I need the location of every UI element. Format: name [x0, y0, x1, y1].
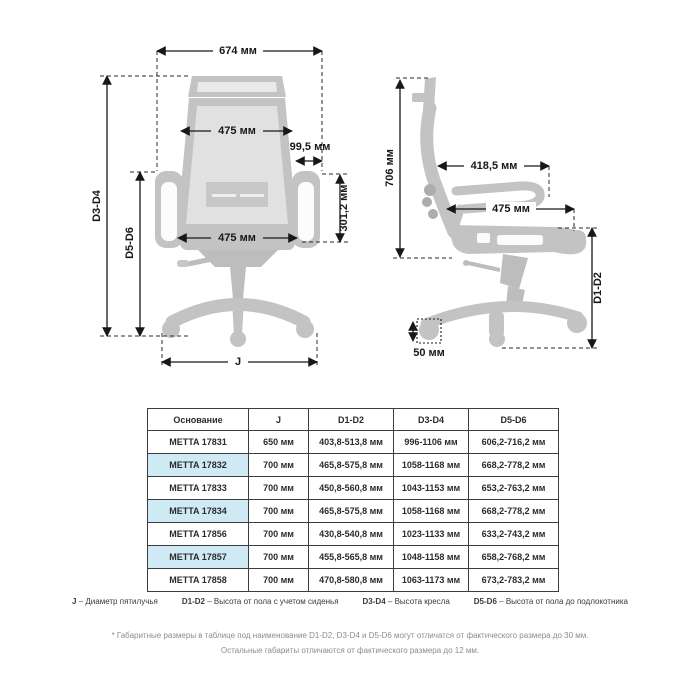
dim-backrest-width-label: 475 мм: [218, 125, 256, 137]
legend-item-d1d2: [182, 597, 339, 606]
dim-d1d2-label: D1-D2: [592, 272, 604, 304]
header-j: J: [249, 409, 309, 431]
cell-d3d4: 1048-1158 мм: [394, 546, 469, 569]
legend-item-j: [72, 597, 158, 606]
dim-d5d6-label: D5-D6: [124, 227, 136, 259]
cell-d3d4: 996-1106 мм: [394, 431, 469, 454]
footnote: [0, 628, 700, 658]
cell-j: 700 мм: [249, 569, 309, 592]
dimensions-table: [147, 408, 559, 592]
legend-definition: – Высота кресла: [387, 597, 450, 606]
cell-j: 700 мм: [249, 523, 309, 546]
cell-d5d6: 658,2-768,2 мм: [469, 546, 559, 569]
table-row: [148, 500, 559, 523]
footnote-line1: * Габаритные размеры в таблице под наименование D1-D2, D3-D4 и D5-D6 могут отличатся от фактического размера до 30 мм.: [111, 631, 589, 640]
cell-model: METTA 17858: [148, 569, 249, 592]
legend-item-d3d4: [363, 597, 450, 606]
cell-d3d4: 1043-1153 мм: [394, 477, 469, 500]
table-row: [148, 477, 559, 500]
cell-d3d4: 1058-1168 мм: [394, 500, 469, 523]
cell-d5d6: 633,2-743,2 мм: [469, 523, 559, 546]
legend-definition: – Высота от пола с учетом сиденья: [207, 597, 339, 606]
dim-armrest-depth-label: 418,5 мм: [470, 160, 518, 172]
cell-model: METTA 17833: [148, 477, 249, 500]
cell-j: 700 мм: [249, 546, 309, 569]
legend: [0, 597, 700, 606]
cell-d3d4: 1063-1173 мм: [394, 569, 469, 592]
cell-d1d2: 403,8-513,8 мм: [309, 431, 394, 454]
header-d1d2: D1-D2: [309, 409, 394, 431]
cell-d1d2: 430,8-540,8 мм: [309, 523, 394, 546]
dim-overall-width-label: 674 мм: [219, 45, 257, 57]
cell-model: METTA 17831: [148, 431, 249, 454]
legend-item-d5d6: [474, 597, 628, 606]
table-row: [148, 454, 559, 477]
header-base: Основание: [148, 409, 249, 431]
footnote-line2: Остальные габариты отличаются от фактического размера до 12 мм.: [220, 646, 480, 655]
dim-back-height-label: 706 мм: [384, 149, 396, 187]
legend-term: D3-D4: [362, 597, 386, 606]
cell-d5d6: 668,2-778,2 мм: [469, 454, 559, 477]
legend-term: D1-D2: [181, 597, 205, 606]
cell-model: METTA 17832: [148, 454, 249, 477]
table-row: [148, 569, 559, 592]
cell-d5d6: 653,2-763,2 мм: [469, 477, 559, 500]
dim-base-diameter-label: J: [234, 356, 242, 368]
cell-d1d2: 470,8-580,8 мм: [309, 569, 394, 592]
cell-d1d2: 455,8-565,8 мм: [309, 546, 394, 569]
dim-caster-size-label: 50 мм: [413, 347, 445, 359]
legend-definition: – Высота от пола до подлокотника: [499, 597, 628, 606]
cell-d3d4: 1023-1133 мм: [394, 523, 469, 546]
cell-model: METTA 17857: [148, 546, 249, 569]
cell-j: 700 мм: [249, 477, 309, 500]
cell-j: 700 мм: [249, 500, 309, 523]
chair-front-view: [155, 76, 320, 347]
table-row: [148, 546, 559, 569]
cell-d1d2: 465,8-575,8 мм: [309, 454, 394, 477]
header-d5d6: D5-D6: [469, 409, 559, 431]
cell-d5d6: 606,2-716,2 мм: [469, 431, 559, 454]
dim-seat-width-label: 475 мм: [218, 232, 256, 244]
dim-seat-depth-label: 475 мм: [492, 203, 530, 215]
legend-definition: – Диаметр пятилучья: [78, 597, 158, 606]
cell-d3d4: 1058-1168 мм: [394, 454, 469, 477]
dim-armrest-offset-label: 99,5 мм: [289, 141, 331, 153]
legend-term: D5-D6: [473, 597, 497, 606]
table-row: [148, 523, 559, 546]
cell-j: 700 мм: [249, 454, 309, 477]
cell-d5d6: 668,2-778,2 мм: [469, 500, 559, 523]
cell-d5d6: 673,2-783,2 мм: [469, 569, 559, 592]
legend-term: J: [72, 597, 77, 606]
cell-model: METTA 17856: [148, 523, 249, 546]
table-header-row: [148, 409, 559, 431]
table-row: [148, 431, 559, 454]
cell-d1d2: 465,8-575,8 мм: [309, 500, 394, 523]
cell-d1d2: 450,8-560,8 мм: [309, 477, 394, 500]
dim-d3d4-label: D3-D4: [91, 190, 103, 222]
cell-j: 650 мм: [249, 431, 309, 454]
header-d3d4: D3-D4: [394, 409, 469, 431]
dim-armrest-height-label: 301,2 мм: [338, 184, 350, 232]
cell-model: METTA 17834: [148, 500, 249, 523]
